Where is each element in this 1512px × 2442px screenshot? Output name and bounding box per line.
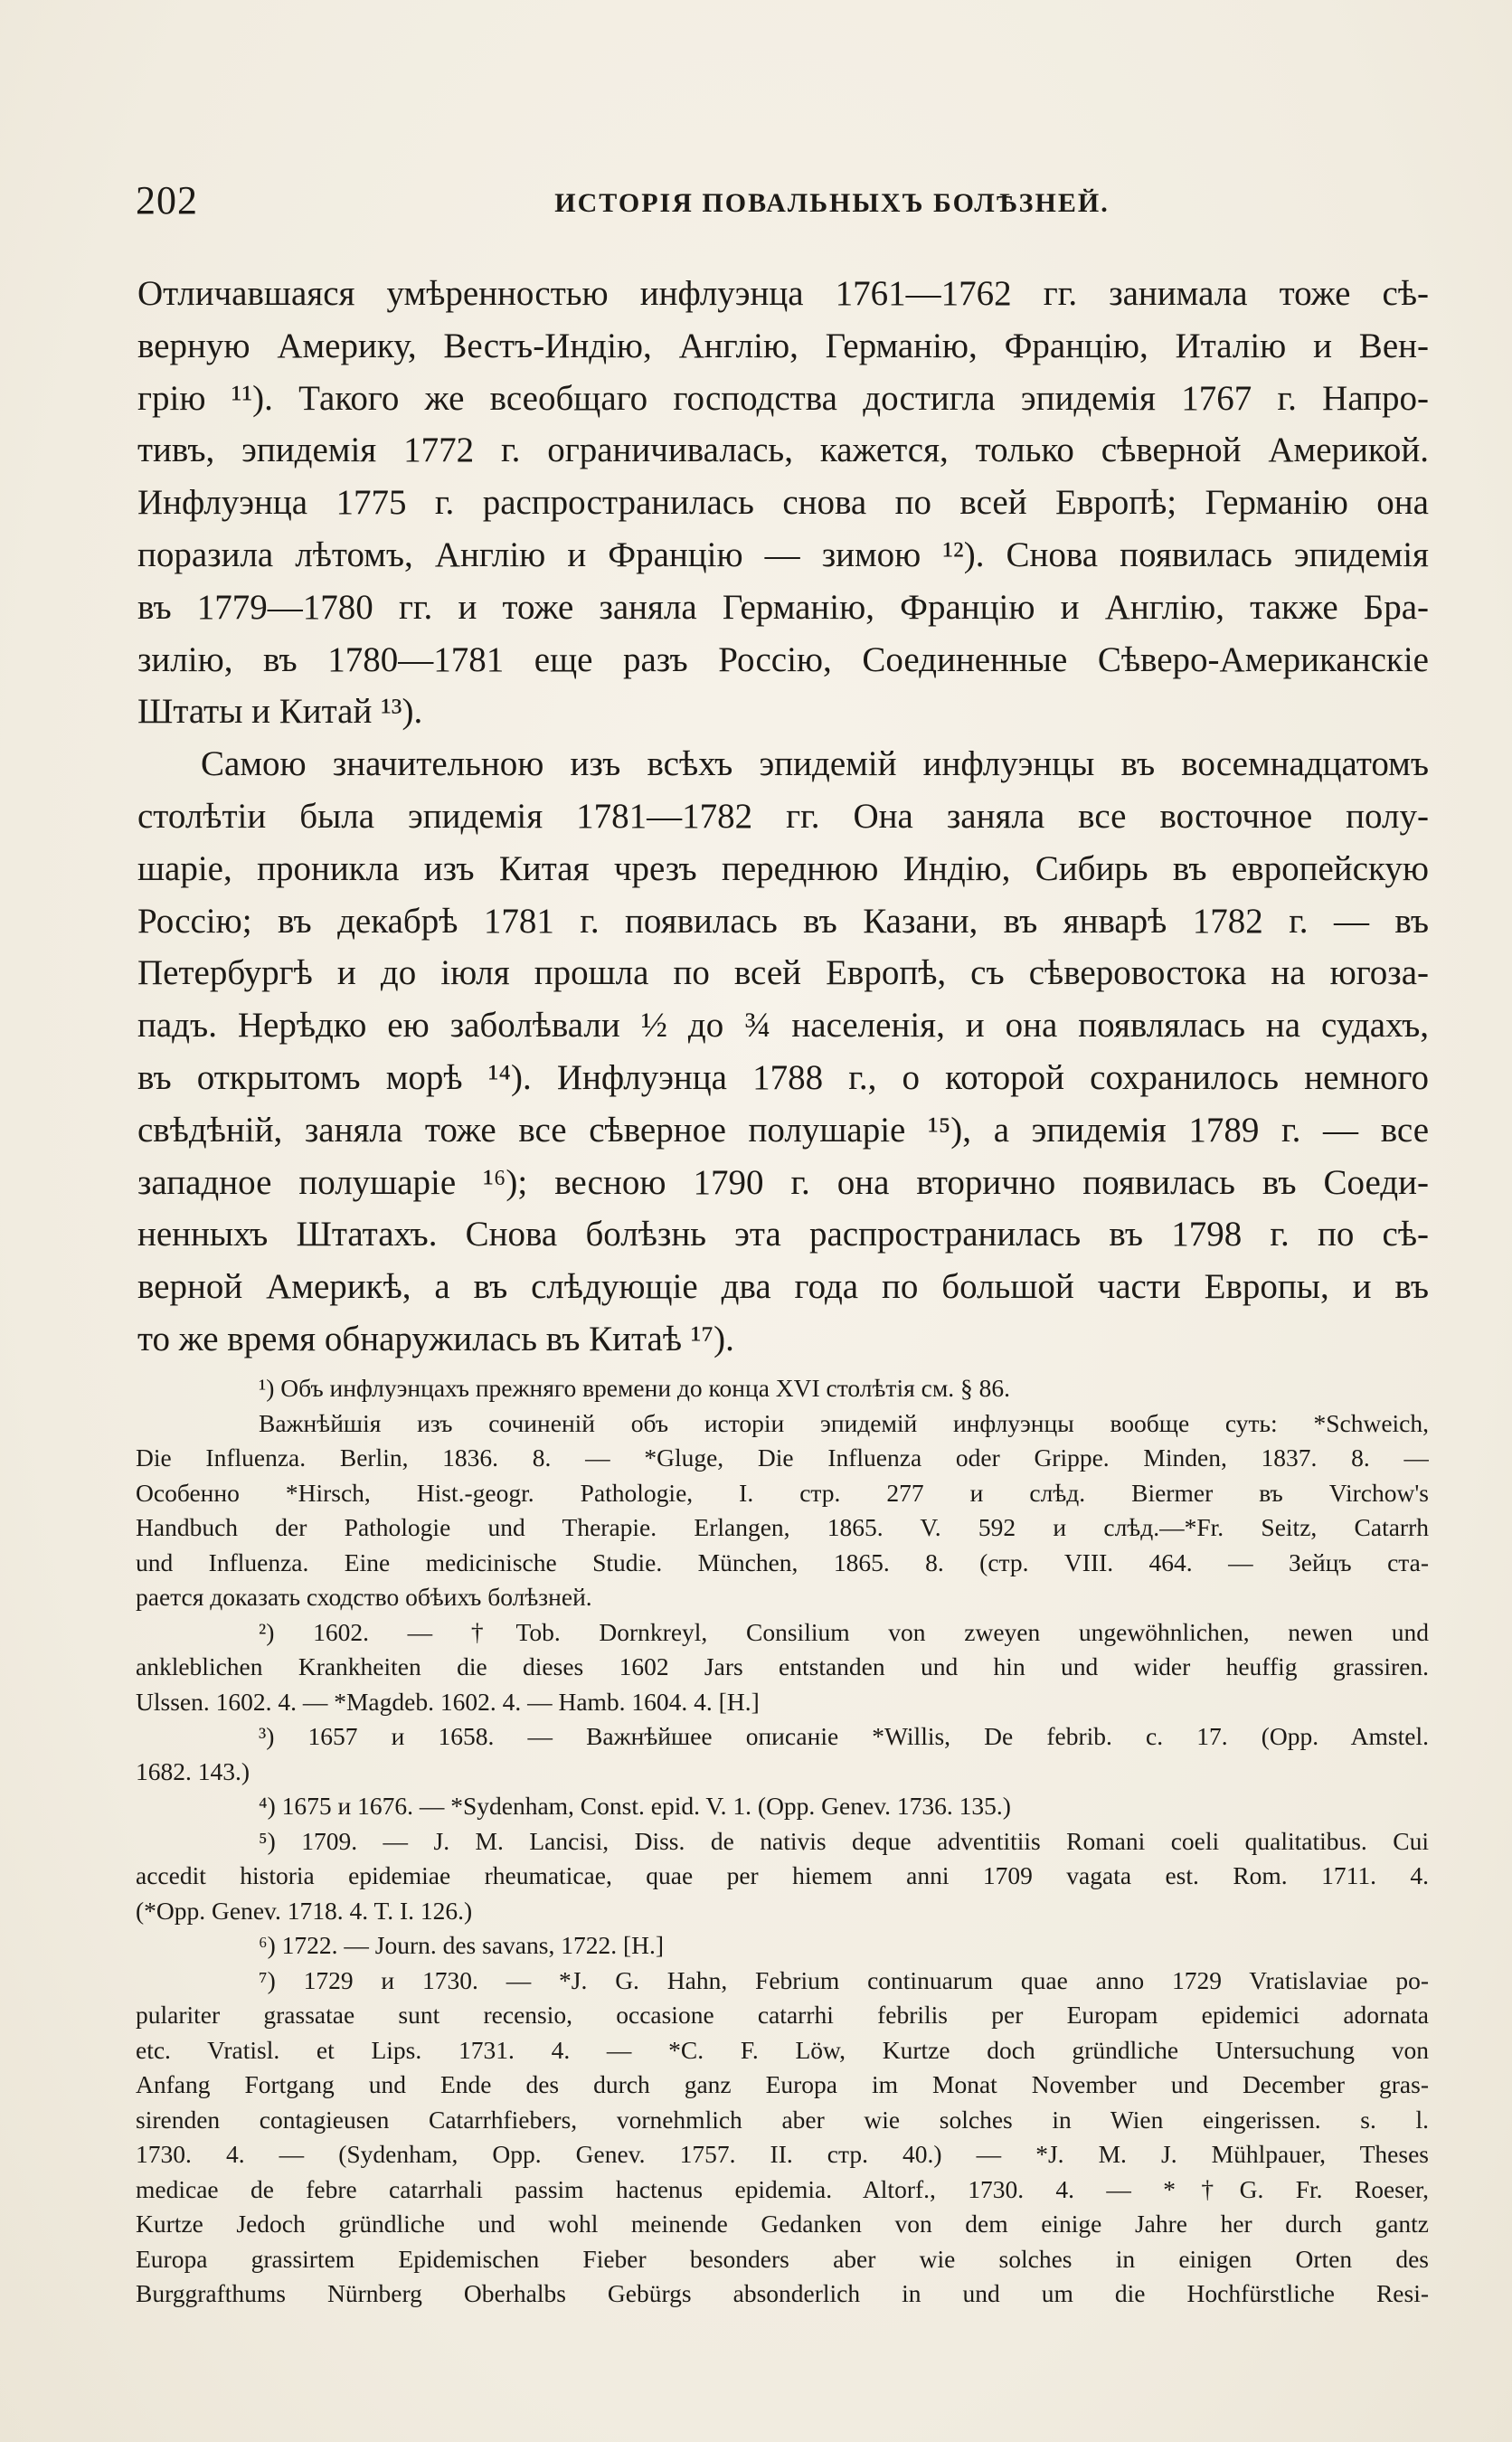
text-line: то же время обнаружилась въ Китаѣ ¹⁷). [137, 1319, 734, 1358]
footnote-line: Die Influenza. Berlin, 1836. 8. — *Gluge, Die Influenza oder Grippe. Minden, 1837. 8. — [136, 1443, 1429, 1472]
text-line: шаріе, проникла изъ Китая чрезъ переднюю Индію, Сибирь въ европейскую [137, 848, 1429, 888]
footnote-line: Anfang Fortgang und Ende des durch ganz Europa im Monat November und December gras- [136, 2070, 1429, 2098]
footnote-line: ³) 1657 и 1658. — Важнѣйшее описаніе *Willis, De febrib. c. 17. (Opp. Amstel. [259, 1722, 1429, 1750]
paragraph-1 [137, 268, 1429, 738]
footnote-line: рается доказать сходство обѣихъ болѣзней. [136, 1583, 592, 1611]
footnote-line: (*Opp. Genev. 1718. 4. T. I. 126.) [136, 1896, 473, 1925]
text-line: Самою значительною изъ всѣхъ эпидемій инфлуэнцы въ восемнадцатомъ [201, 744, 1429, 784]
paragraph-2 [137, 738, 1429, 1366]
footnote-line: medicae de febre catarrhali passim hactenus epidemia. Altorf., 1730. 4. — *†G. Fr. Roeser, [136, 2174, 1429, 2203]
text-line: въ открытомъ морѣ ¹⁴). Инфлуэнца 1788 г., о которой сохранилось немного [137, 1057, 1429, 1097]
footnote-line: ⁴) 1675 и 1676. — *Sydenham, Const. epid. V. 1. (Opp. Genev. 1736. 135.) [259, 1792, 1011, 1820]
footnote-line: ²) 1602. — †Tob. Dornkreyl, Consilium von zweyen ungewöhnlichen, newen und [259, 1617, 1429, 1646]
text-line: Инфлуэнца 1775 г. распространилась снова по всей Европѣ; Германію она [137, 483, 1429, 523]
footnotes [136, 1371, 1429, 2312]
main-text [137, 268, 1429, 1366]
footnote-line: Ulssen. 1602. 4. — *Magdeb. 1602. 4. — Hamb. 1604. 4. [H.] [136, 1687, 760, 1716]
text-line: верной Америкѣ, а въ слѣдующіе два года по большой части Европы, и въ [137, 1267, 1429, 1307]
footnote-line: ankleblichen Krankheiten die dieses 1602 Jars entstanden und hin und wider heuffig grassiren. [136, 1652, 1429, 1680]
text-line: Россію; въ декабрѣ 1781 г. появилась въ Казани, въ январѣ 1782 г. — въ [137, 901, 1429, 941]
footnote-line: ⁷) 1729 и 1730. — *J. G. Hahn, Febrium continuarum quae anno 1729 Vratislaviae po- [259, 1965, 1429, 1994]
footnote-line: sirenden contagieusen Catarrhfiebers, vornehmlich aber wie solches in Wien eingerissen. s. l. [136, 2105, 1429, 2134]
footnote-line: etc. Vratisl. et Lips. 1731. 4. — *C. F. Löw, Kurtze doch gründliche Untersuchung von [136, 2035, 1429, 2064]
text-line: поразила лѣтомъ, Англію и Францію — зимою ¹²). Снова появилась эпидемія [137, 535, 1429, 574]
footnote-line: Handbuch der Pathologie und Therapie. Erlangen, 1865. V. 592 и слѣд.—*Fr. Seitz, Catarrh [136, 1513, 1429, 1541]
text-line: столѣтіи была эпидемія 1781—1782 гг. Она заняла все восточное полу- [137, 796, 1429, 836]
footnote-line: Burggrafthums Nürnberg Oberhalbs Gebürgs absonderlich in und um die Hochfürstliche Resi- [136, 2279, 1429, 2307]
text-line: зилію, въ 1780—1781 еще разъ Россію, Соединенные Сѣверо-Американскіе [137, 639, 1429, 679]
footnote-line: ⁵) 1709. — J. M. Lancisi, Diss. de nativis deque adventitiis Romani coeli qualitatibus. Cui [259, 1826, 1429, 1855]
text-line: Отличавшаяся умѣренностью инфлуэнца 1761—1762 гг. занимала тоже сѣ- [137, 274, 1429, 313]
text-line: ненныхъ Штатахъ. Снова болѣзнь эта распространилась въ 1798 г. по сѣ- [137, 1215, 1429, 1254]
text-line: Штаты и Китай ¹³). [137, 692, 423, 732]
text-line: грію ¹¹). Такого же всеобщаго господства достигла эпидемія 1767 г. Напро- [137, 378, 1429, 418]
footnote-line: Kurtze Jedoch gründliche und wohl meinende Gedanken von dem einige Jahre her durch gantz [136, 2210, 1429, 2238]
footnote-line: accedit historia epidemiae rheumaticae, quae per hiemem anni 1709 vagata est. Rom. 1711. 4. [136, 1861, 1429, 1889]
page-title: ИСТОРІЯ ПОВАЛЬНЫХЪ БОЛѢЗНЕЙ. [554, 188, 1110, 218]
footnote-line: Europa grassirtem Epidemischen Fieber besonders aber wie solches in einigen Orten des [136, 2244, 1429, 2273]
page-number: 202 [136, 178, 198, 222]
text-line: тивъ, эпидемія 1772 г. ограничивалась, кажется, только сѣверной Америкой. [137, 431, 1429, 470]
footnote-line: Важнѣйшія изъ сочиненій объ исторіи эпидемій инфлуэнцы вообще суть: *Schweich, [259, 1408, 1429, 1437]
footnote-line: 1682. 143.) [136, 1756, 250, 1785]
footnote-line: 1730. 4. — (Sydenham, Opp. Genev. 1757. II. стр. 40.) — *J. M. J. Mühlpauer, Theses [136, 2140, 1429, 2168]
footnote-line: und Influenza. Eine medicinische Studie. München, 1865. 8. (стр. VIII. 464. — Зейцъ ста- [136, 1548, 1429, 1576]
text-line: свѣдѣній, заняла тоже все сѣверное полушаріе ¹⁵), а эпидемія 1789 г. — все [137, 1110, 1429, 1150]
footnote-line: ¹) Объ инфлуэнцахъ прежняго времени до конца XVI столѣтія см. § 86. [259, 1374, 1010, 1402]
text-line: Петербургѣ и до іюля прошла по всей Европѣ, съ сѣверовостока на югоза- [137, 953, 1429, 993]
text-line: въ 1779—1780 гг. и тоже заняла Германію, Францію и Англію, также Бра- [137, 587, 1429, 627]
footnote-line: Особенно *Hirsch, Hist.-geogr. Pathologie, I. стр. 277 и слѣд. Biermer въ Virchow's [136, 1478, 1429, 1507]
text-line: падъ. Нерѣдко ею заболѣвали ½ до ¾ населенія, и она появлялась на судахъ, [137, 1006, 1429, 1046]
text-line: верную Америку, Вестъ-Индію, Англію, Германію, Францію, Италію и Вен- [137, 326, 1429, 365]
text-line: западное полушаріе ¹⁶); весною 1790 г. она вторично появилась въ Соеди- [137, 1162, 1429, 1202]
running-head [136, 177, 1420, 232]
footnote-line: ⁶) 1722. — Journ. des savans, 1722. [H.] [259, 1931, 665, 1959]
footnote-line: pulariter grassatae sunt recensio, occasione catarrhi febrilis per Europam epidemici adornata [136, 2001, 1429, 2029]
